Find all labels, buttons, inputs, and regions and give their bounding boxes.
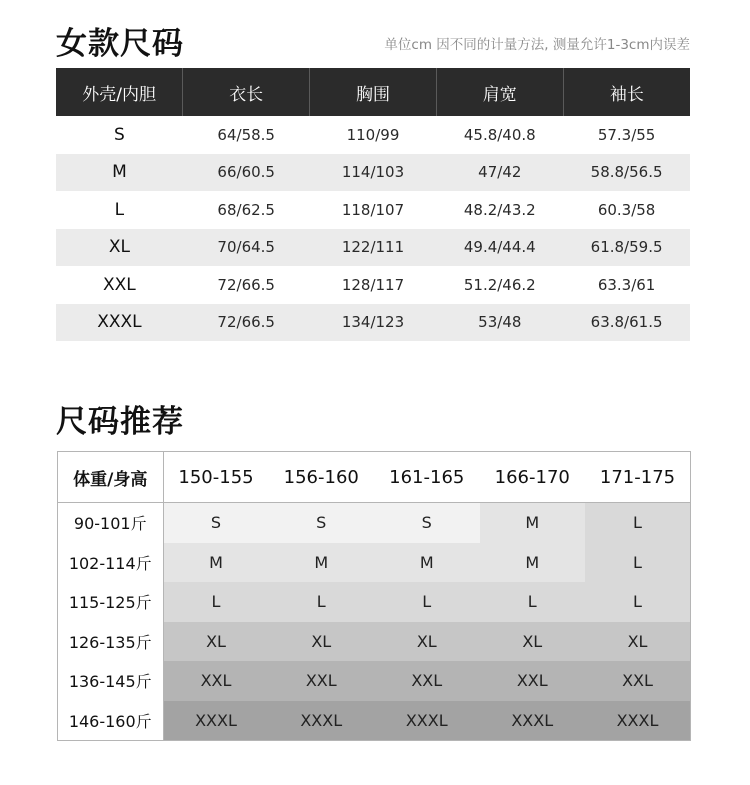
measurement-cell: 58.8/56.5 xyxy=(563,154,690,192)
table-row xyxy=(58,661,691,701)
measurement-cell: 70/64.5 xyxy=(183,229,310,267)
table-row xyxy=(56,116,690,154)
recommended-size-cell: L xyxy=(585,582,691,622)
recommended-size-cell: L xyxy=(374,582,480,622)
measurement-note: 单位cm 因不同的计量方法, 测量允许1-3cm内误差 xyxy=(384,37,690,53)
table-row xyxy=(58,582,691,622)
header-cell: 156-160 xyxy=(269,452,375,503)
header-cell: 外壳/内胆 xyxy=(56,68,183,116)
recommended-size-cell: XXXL xyxy=(480,701,586,741)
header-cell: 150-155 xyxy=(163,452,269,503)
measurement-cell: 45.8/40.8 xyxy=(463,125,536,144)
size-label-cell: XXXL xyxy=(56,304,183,342)
weight-range-cell: 102-114斤 xyxy=(58,543,164,583)
size-label-cell: XL xyxy=(56,229,183,267)
measurement-cell: 60.3/58 xyxy=(597,200,656,219)
size-chart-table xyxy=(56,68,690,341)
header-cell: 肩宽 xyxy=(436,68,563,116)
measurement-cell: 110/99 xyxy=(346,125,400,144)
recommended-size-cell: M xyxy=(480,543,586,583)
weight-range-cell: 136-145斤 xyxy=(58,661,164,701)
measurement-cell: 63.3/61 xyxy=(597,275,656,294)
header-cell: 袖长 xyxy=(563,68,690,116)
recommended-size-cell: L xyxy=(269,582,375,622)
measurement-cell: 134/123 xyxy=(310,304,437,342)
recommended-size-cell: M xyxy=(480,503,586,543)
size-chart-title: 女款尺码 xyxy=(56,26,184,62)
recommended-size-cell: XXL xyxy=(585,661,691,701)
size-label-cell: XXL xyxy=(103,274,136,295)
header-cell: 171-175 xyxy=(585,452,691,503)
header-cell: 体重/身高 xyxy=(58,452,164,503)
header-cell: 166-170 xyxy=(480,452,586,503)
table-row xyxy=(58,701,691,741)
measurement-cell: 47/42 xyxy=(436,154,563,192)
recommend-header-row xyxy=(58,452,691,503)
weight-range-cell: 146-160斤 xyxy=(58,701,164,741)
recommended-size-cell: XXXL xyxy=(585,701,691,741)
recommended-size-cell: L xyxy=(480,582,586,622)
recommended-size-cell: S xyxy=(163,503,269,543)
header-cell: 161-165 xyxy=(374,452,480,503)
recommended-size-cell: L xyxy=(585,503,691,543)
table-row xyxy=(56,304,690,342)
measurement-cell: 63.8/61.5 xyxy=(563,304,690,342)
recommended-size-cell: XXXL xyxy=(163,701,269,741)
measurement-cell: 53/48 xyxy=(436,304,563,342)
measurement-cell: 51.2/46.2 xyxy=(463,275,536,294)
measurement-cell: 57.3/55 xyxy=(597,125,656,144)
table-row xyxy=(58,503,691,543)
measurement-cell: 118/107 xyxy=(341,200,405,219)
measurement-cell: 68/62.5 xyxy=(217,200,275,219)
recommended-size-cell: XL xyxy=(269,622,375,662)
recommended-size-cell: S xyxy=(269,503,375,543)
recommended-size-cell: M xyxy=(269,543,375,583)
recommended-size-cell: XXXL xyxy=(269,701,375,741)
table-row xyxy=(56,191,690,229)
measurement-cell: 49.4/44.4 xyxy=(436,229,563,267)
measurement-cell: 72/66.5 xyxy=(217,275,275,294)
table-row xyxy=(56,229,690,267)
size-label-cell: S xyxy=(114,124,125,145)
size-label-cell: L xyxy=(114,199,125,220)
table-row xyxy=(56,266,690,304)
recommended-size-cell: L xyxy=(585,543,691,583)
recommended-size-cell: XXL xyxy=(163,661,269,701)
weight-range-cell: 90-101斤 xyxy=(58,503,164,543)
measurement-cell: 48.2/43.2 xyxy=(463,200,536,219)
recommended-size-cell: XXL xyxy=(480,661,586,701)
measurement-cell: 66/60.5 xyxy=(183,154,310,192)
recommended-size-cell: L xyxy=(163,582,269,622)
measurement-cell: 64/58.5 xyxy=(217,125,275,144)
recommended-size-cell: XXL xyxy=(374,661,480,701)
size-recommend-title: 尺码推荐 xyxy=(56,404,184,440)
recommended-size-cell: XL xyxy=(585,622,691,662)
measurement-cell: 128/117 xyxy=(341,275,405,294)
measurement-cell: 61.8/59.5 xyxy=(563,229,690,267)
header-cell: 衣长 xyxy=(183,68,310,116)
table-row xyxy=(58,622,691,662)
recommended-size-cell: XXXL xyxy=(374,701,480,741)
size-chart-header-row xyxy=(56,68,690,116)
recommended-size-cell: XL xyxy=(374,622,480,662)
table-row xyxy=(56,154,690,192)
recommended-size-cell: XL xyxy=(163,622,269,662)
recommended-size-cell: XL xyxy=(480,622,586,662)
recommended-size-cell: S xyxy=(374,503,480,543)
measurement-cell: 72/66.5 xyxy=(183,304,310,342)
recommended-size-cell: M xyxy=(374,543,480,583)
measurement-cell: 122/111 xyxy=(310,229,437,267)
recommended-size-cell: M xyxy=(163,543,269,583)
weight-range-cell: 126-135斤 xyxy=(58,622,164,662)
header-cell: 胸围 xyxy=(310,68,437,116)
weight-range-cell: 115-125斤 xyxy=(58,582,164,622)
size-label-cell: M xyxy=(56,154,183,192)
measurement-cell: 114/103 xyxy=(310,154,437,192)
size-recommend-table xyxy=(57,451,691,741)
table-row xyxy=(58,543,691,583)
recommended-size-cell: XXL xyxy=(269,661,375,701)
